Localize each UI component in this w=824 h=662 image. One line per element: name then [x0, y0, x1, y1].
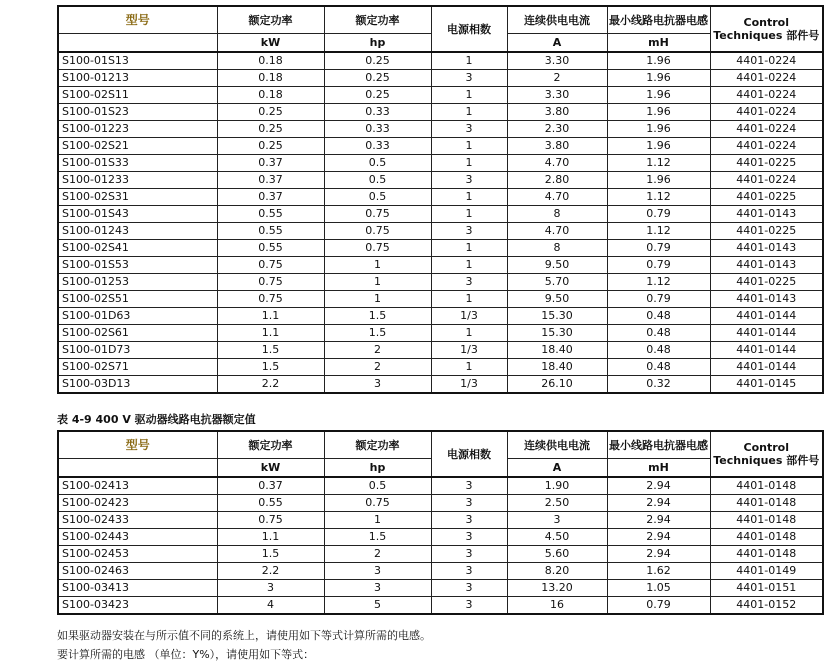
cell-inductance: 0.48: [607, 342, 710, 359]
header-model-unit: [58, 34, 217, 53]
cell-inductance: 1.96: [607, 172, 710, 189]
header-power-hp: 额定功率: [324, 6, 431, 34]
cell-current: 2.30: [507, 121, 607, 138]
cell-power-hp: 2: [324, 342, 431, 359]
line-reactor-table-2: [57, 430, 824, 615]
unit-mh: mH: [607, 459, 710, 478]
cell-model: S100-02S51: [58, 291, 217, 308]
cell-current: 18.40: [507, 342, 607, 359]
cell-inductance: 0.79: [607, 257, 710, 274]
cell-power-hp: 0.75: [324, 206, 431, 223]
table-row: [58, 325, 823, 342]
cell-power-kw: 0.75: [217, 257, 324, 274]
cell-power-hp: 1.5: [324, 529, 431, 546]
header-inductance: 最小线路电抗器电感: [607, 6, 710, 34]
cell-current: 2: [507, 70, 607, 87]
cell-current: 3: [507, 512, 607, 529]
cell-phases: 1: [431, 257, 507, 274]
cell-current: 13.20: [507, 580, 607, 597]
cell-power-hp: 0.25: [324, 70, 431, 87]
note-text-1: 如果驱动器安装在与所示值不同的系统上，请使用如下等式计算所需的电感。: [57, 629, 431, 642]
cell-inductance: 0.32: [607, 376, 710, 394]
unit-a: A: [507, 459, 607, 478]
cell-phases: 1/3: [431, 308, 507, 325]
cell-phases: 1/3: [431, 342, 507, 359]
table-row: [58, 495, 823, 512]
cell-model: S100-02S41: [58, 240, 217, 257]
cell-power-kw: 0.55: [217, 223, 324, 240]
table-row: [58, 121, 823, 138]
cell-current: 2.80: [507, 172, 607, 189]
cell-phases: 1: [431, 87, 507, 104]
cell-part-number: 4401-0145: [710, 376, 823, 394]
cell-model: S100-02S11: [58, 87, 217, 104]
note-text-2: 要计算所需的电感 （单位：Y%），请使用如下等式：: [57, 648, 315, 661]
cell-phases: 3: [431, 580, 507, 597]
cell-part-number: 4401-0224: [710, 70, 823, 87]
cell-power-hp: 0.5: [324, 172, 431, 189]
header-phases: 电源相数: [431, 431, 507, 477]
cell-phases: 3: [431, 529, 507, 546]
cell-current: 1.90: [507, 477, 607, 495]
cell-power-hp: 0.33: [324, 138, 431, 155]
cell-current: 16: [507, 597, 607, 615]
cell-model: S100-02433: [58, 512, 217, 529]
cell-phases: 1: [431, 291, 507, 308]
cell-power-kw: 4: [217, 597, 324, 615]
cell-power-hp: 1.5: [324, 325, 431, 342]
cell-power-hp: 5: [324, 597, 431, 615]
cell-model: S100-02453: [58, 546, 217, 563]
cell-model: S100-02413: [58, 477, 217, 495]
cell-model: S100-02423: [58, 495, 217, 512]
cell-model: S100-01S13: [58, 52, 217, 70]
cell-power-hp: 1: [324, 257, 431, 274]
cell-power-kw: 1.1: [217, 325, 324, 342]
cell-model: S100-01253: [58, 274, 217, 291]
unit-a: A: [507, 34, 607, 53]
cell-power-hp: 2: [324, 546, 431, 563]
cell-phases: 1: [431, 104, 507, 121]
table-row: [58, 87, 823, 104]
cell-inductance: 2.94: [607, 546, 710, 563]
cell-current: 2.50: [507, 495, 607, 512]
cell-power-kw: 0.25: [217, 121, 324, 138]
cell-phases: 1: [431, 189, 507, 206]
table-row: [58, 172, 823, 189]
cell-power-kw: 0.37: [217, 477, 324, 495]
table-row: [58, 597, 823, 615]
header-power-kw: 额定功率: [217, 431, 324, 459]
cell-phases: 3: [431, 597, 507, 615]
table-row: [58, 359, 823, 376]
cell-phases: 1: [431, 52, 507, 70]
cell-part-number: 4401-0225: [710, 274, 823, 291]
cell-phases: 1: [431, 138, 507, 155]
cell-current: 4.70: [507, 155, 607, 172]
table-row: [58, 257, 823, 274]
header-model: 型号: [58, 6, 217, 34]
cell-power-hp: 1: [324, 291, 431, 308]
cell-power-kw: 1.1: [217, 529, 324, 546]
unit-kw: kW: [217, 459, 324, 478]
cell-power-hp: 0.75: [324, 223, 431, 240]
cell-part-number: 4401-0144: [710, 342, 823, 359]
cell-part-number: 4401-0148: [710, 477, 823, 495]
table-row: [58, 580, 823, 597]
cell-part-number: 4401-0144: [710, 359, 823, 376]
cell-part-number: 4401-0143: [710, 257, 823, 274]
cell-model: S100-03D13: [58, 376, 217, 394]
cell-inductance: 0.79: [607, 240, 710, 257]
cell-part-number: 4401-0144: [710, 308, 823, 325]
cell-phases: 3: [431, 172, 507, 189]
cell-inductance: 1.96: [607, 138, 710, 155]
cell-inductance: 2.94: [607, 477, 710, 495]
cell-power-hp: 3: [324, 580, 431, 597]
cell-part-number: 4401-0144: [710, 325, 823, 342]
cell-inductance: 2.94: [607, 495, 710, 512]
cell-model: S100-02443: [58, 529, 217, 546]
cell-inductance: 0.79: [607, 597, 710, 615]
cell-phases: 3: [431, 223, 507, 240]
cell-power-hp: 1: [324, 274, 431, 291]
cell-power-hp: 0.75: [324, 495, 431, 512]
cell-inductance: 1.62: [607, 563, 710, 580]
cell-power-hp: 0.5: [324, 155, 431, 172]
cell-part-number: 4401-0148: [710, 495, 823, 512]
table-row: [58, 70, 823, 87]
cell-power-kw: 0.75: [217, 291, 324, 308]
cell-current: 3.80: [507, 138, 607, 155]
cell-part-number: 4401-0151: [710, 580, 823, 597]
cell-power-kw: 3: [217, 580, 324, 597]
cell-current: 9.50: [507, 291, 607, 308]
table-row: [58, 308, 823, 325]
cell-part-number: 4401-0224: [710, 121, 823, 138]
cell-inductance: 0.79: [607, 206, 710, 223]
table-caption: 表 4-9 400 V 驱动器线路电抗器额定值: [57, 413, 256, 426]
cell-inductance: 1.12: [607, 189, 710, 206]
cell-power-hp: 0.5: [324, 189, 431, 206]
cell-part-number: 4401-0152: [710, 597, 823, 615]
cell-phases: 1: [431, 359, 507, 376]
cell-current: 4.70: [507, 189, 607, 206]
cell-power-hp: 1: [324, 512, 431, 529]
cell-current: 8: [507, 206, 607, 223]
table-row: [58, 223, 823, 240]
cell-model: S100-01S23: [58, 104, 217, 121]
cell-current: 15.30: [507, 308, 607, 325]
cell-part-number: 4401-0224: [710, 172, 823, 189]
cell-power-kw: 1.5: [217, 359, 324, 376]
cell-model: S100-02463: [58, 563, 217, 580]
cell-current: 9.50: [507, 257, 607, 274]
table-row: [58, 563, 823, 580]
cell-model: S100-03423: [58, 597, 217, 615]
cell-inductance: 0.48: [607, 359, 710, 376]
cell-power-kw: 0.55: [217, 206, 324, 223]
cell-power-hp: 1.5: [324, 308, 431, 325]
table-row: [58, 52, 823, 70]
cell-phases: 3: [431, 70, 507, 87]
table-row: [58, 477, 823, 495]
cell-power-hp: 2: [324, 359, 431, 376]
header-part-number: Control Techniques 部件号: [710, 6, 823, 52]
cell-inductance: 0.79: [607, 291, 710, 308]
cell-model: S100-01D63: [58, 308, 217, 325]
cell-current: 3.80: [507, 104, 607, 121]
cell-power-kw: 0.25: [217, 138, 324, 155]
cell-part-number: 4401-0224: [710, 87, 823, 104]
cell-current: 8.20: [507, 563, 607, 580]
cell-phases: 3: [431, 274, 507, 291]
cell-current: 5.70: [507, 274, 607, 291]
cell-model: S100-01243: [58, 223, 217, 240]
cell-power-hp: 0.25: [324, 52, 431, 70]
cell-current: 3.30: [507, 52, 607, 70]
table-row: [58, 529, 823, 546]
unit-kw: kW: [217, 34, 324, 53]
cell-phases: 3: [431, 495, 507, 512]
cell-model: S100-03413: [58, 580, 217, 597]
cell-phases: 3: [431, 121, 507, 138]
table-row: [58, 376, 823, 394]
cell-part-number: 4401-0225: [710, 189, 823, 206]
cell-part-number: 4401-0225: [710, 223, 823, 240]
header-phases: 电源相数: [431, 6, 507, 52]
table-row: [58, 512, 823, 529]
cell-current: 18.40: [507, 359, 607, 376]
header-current: 连续供电电流: [507, 6, 607, 34]
cell-power-kw: 0.55: [217, 495, 324, 512]
cell-inductance: 0.48: [607, 325, 710, 342]
cell-phases: 3: [431, 512, 507, 529]
cell-model: S100-01S53: [58, 257, 217, 274]
cell-inductance: 1.12: [607, 223, 710, 240]
cell-phases: 1: [431, 240, 507, 257]
cell-inductance: 1.96: [607, 121, 710, 138]
cell-part-number: 4401-0143: [710, 240, 823, 257]
cell-power-hp: 0.25: [324, 87, 431, 104]
header-part-number: Control Techniques 部件号: [710, 431, 823, 477]
cell-inductance: 2.94: [607, 512, 710, 529]
table-row: [58, 274, 823, 291]
cell-power-hp: 0.33: [324, 121, 431, 138]
cell-power-hp: 0.75: [324, 240, 431, 257]
unit-hp: hp: [324, 34, 431, 53]
cell-model: S100-02S31: [58, 189, 217, 206]
cell-inductance: 1.96: [607, 52, 710, 70]
cell-inductance: 1.96: [607, 70, 710, 87]
cell-model: S100-02S21: [58, 138, 217, 155]
cell-model: S100-02S71: [58, 359, 217, 376]
cell-part-number: 4401-0224: [710, 138, 823, 155]
cell-power-kw: 0.37: [217, 172, 324, 189]
cell-power-kw: 0.18: [217, 52, 324, 70]
header-inductance: 最小线路电抗器电感: [607, 431, 710, 459]
cell-power-kw: 2.2: [217, 563, 324, 580]
cell-current: 4.70: [507, 223, 607, 240]
cell-inductance: 0.48: [607, 308, 710, 325]
table-row: [58, 240, 823, 257]
cell-part-number: 4401-0224: [710, 104, 823, 121]
table-row: [58, 155, 823, 172]
cell-phases: 1: [431, 206, 507, 223]
cell-power-kw: 2.2: [217, 376, 324, 394]
unit-hp: hp: [324, 459, 431, 478]
cell-part-number: 4401-0148: [710, 512, 823, 529]
cell-power-kw: 0.55: [217, 240, 324, 257]
cell-power-kw: 0.75: [217, 274, 324, 291]
table-row: [58, 291, 823, 308]
cell-inductance: 1.05: [607, 580, 710, 597]
cell-power-kw: 0.37: [217, 189, 324, 206]
table-row: [58, 138, 823, 155]
line-reactor-table-1: [57, 5, 824, 394]
cell-power-hp: 3: [324, 563, 431, 580]
cell-phases: 3: [431, 546, 507, 563]
cell-model: S100-01213: [58, 70, 217, 87]
header-current: 连续供电电流: [507, 431, 607, 459]
cell-phases: 3: [431, 477, 507, 495]
cell-part-number: 4401-0148: [710, 546, 823, 563]
cell-power-kw: 1.1: [217, 308, 324, 325]
cell-part-number: 4401-0149: [710, 563, 823, 580]
cell-current: 26.10: [507, 376, 607, 394]
table-row: [58, 206, 823, 223]
cell-power-hp: 3: [324, 376, 431, 394]
cell-power-kw: 0.75: [217, 512, 324, 529]
cell-inductance: 1.96: [607, 87, 710, 104]
cell-part-number: 4401-0143: [710, 206, 823, 223]
cell-current: 15.30: [507, 325, 607, 342]
cell-power-hp: 0.33: [324, 104, 431, 121]
cell-model: S100-01S43: [58, 206, 217, 223]
cell-phases: 3: [431, 563, 507, 580]
cell-part-number: 4401-0225: [710, 155, 823, 172]
cell-power-kw: 0.18: [217, 87, 324, 104]
cell-phases: 1/3: [431, 376, 507, 394]
cell-power-kw: 0.18: [217, 70, 324, 87]
cell-part-number: 4401-0143: [710, 291, 823, 308]
cell-power-kw: 1.5: [217, 342, 324, 359]
cell-inductance: 1.12: [607, 155, 710, 172]
cell-current: 5.60: [507, 546, 607, 563]
cell-power-kw: 0.37: [217, 155, 324, 172]
header-power-hp: 额定功率: [324, 431, 431, 459]
cell-phases: 1: [431, 155, 507, 172]
cell-model: S100-01D73: [58, 342, 217, 359]
cell-inductance: 2.94: [607, 529, 710, 546]
unit-mh: mH: [607, 34, 710, 53]
header-model-unit: [58, 459, 217, 478]
cell-power-kw: 0.25: [217, 104, 324, 121]
cell-part-number: 4401-0148: [710, 529, 823, 546]
cell-phases: 1: [431, 325, 507, 342]
cell-model: S100-01233: [58, 172, 217, 189]
cell-inductance: 1.12: [607, 274, 710, 291]
cell-model: S100-01S33: [58, 155, 217, 172]
table-1-body: [58, 52, 823, 393]
table-2-body: [58, 477, 823, 614]
cell-power-kw: 1.5: [217, 546, 324, 563]
table-row: [58, 104, 823, 121]
table-row: [58, 546, 823, 563]
cell-current: 3.30: [507, 87, 607, 104]
cell-current: 8: [507, 240, 607, 257]
cell-model: S100-01223: [58, 121, 217, 138]
table-row: [58, 342, 823, 359]
cell-power-hp: 0.5: [324, 477, 431, 495]
table-row: [58, 189, 823, 206]
header-power-kw: 额定功率: [217, 6, 324, 34]
cell-part-number: 4401-0224: [710, 52, 823, 70]
header-model: 型号: [58, 431, 217, 459]
cell-model: S100-02S61: [58, 325, 217, 342]
cell-inductance: 1.96: [607, 104, 710, 121]
cell-current: 4.50: [507, 529, 607, 546]
